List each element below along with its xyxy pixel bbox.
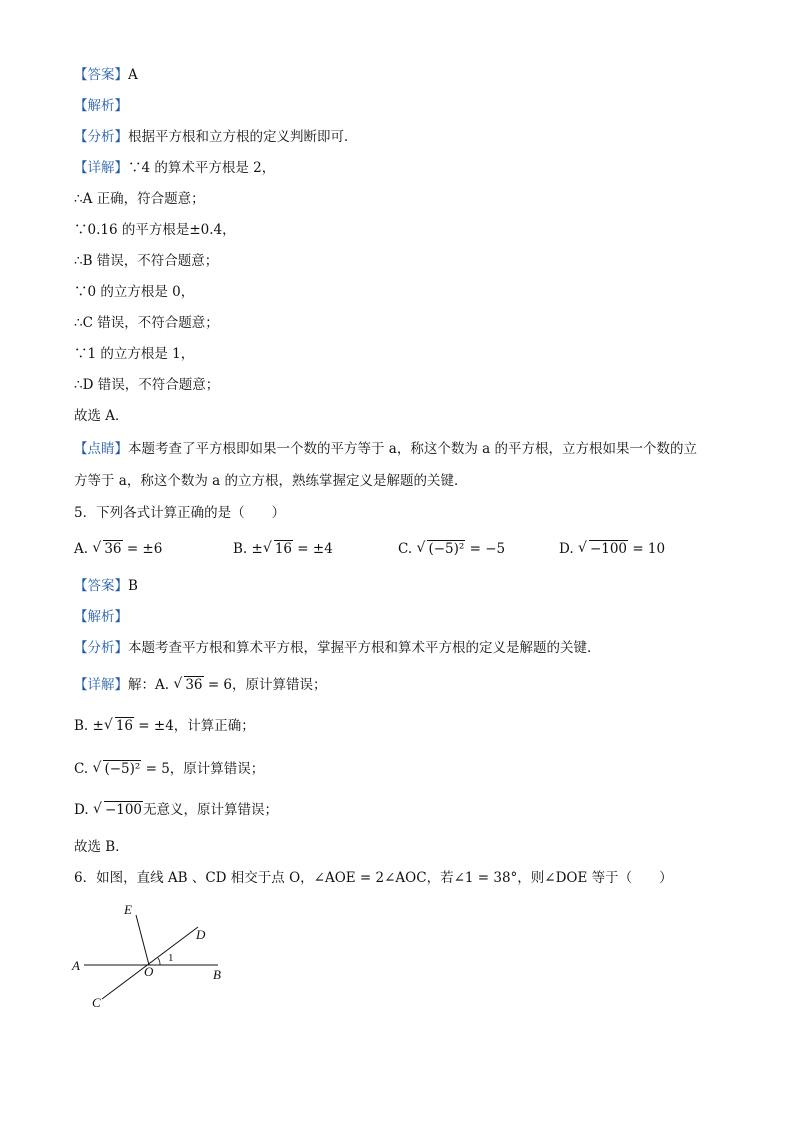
radicand: 16 [115,718,134,734]
q4-step: ∵0 的立方根是 0， [74,284,195,300]
radicand: 16 [274,541,293,557]
answer-value: B [128,578,138,594]
q4-fenxi-line [74,128,358,146]
option-rest: = ±4 [293,541,333,557]
radicand: −100 [589,541,628,557]
q5-analysis-tag: 【解析】 [74,609,128,625]
radicand: 36 [104,541,122,557]
answer-tag: 【答案】 [74,578,128,594]
xj-rest: = 5，原计算错误； [141,761,265,777]
dianjing-text: 本题考查了平方根即如果一个数的平方等于 a，称这个数为 a 的平方根，立方根如果一个数的立 [128,441,697,457]
fenxi-tag: 【分析】 [74,129,128,145]
xj-rest: = ±4，计算正确； [134,718,255,734]
fenxi-tag: 【分析】 [74,640,128,656]
q4-step: ∴C 错误，不符合题意； [74,315,219,331]
q5-xiangjie-c [74,760,264,778]
q5-option-a [74,540,162,558]
xj-rest: 无意义，原计算错误； [143,802,279,818]
q6-stem: 6．如图，直线 AB 、CD 相交于点 O，∠AOE = 2∠AOC，若∠1 = 38°，则∠DOE 等于（ ） [74,870,673,886]
label-a: A [72,958,80,973]
option-label: A. [74,541,89,557]
xiangjie-tag: 【详解】 [74,677,128,693]
sqrt-expression [263,540,293,558]
xj-rest: = 6，原计算错误； [203,677,327,693]
line-cd [102,927,198,999]
xj-prefix: 解：A. [128,677,174,693]
q5-fenxi-line [74,639,601,657]
option-rest: = ±6 [122,541,163,557]
label-o: O [144,964,154,979]
q4-dianjing-cont: 方等于 a，称这个数为 a 的立方根，熟练掌握定义是解题的关键． [74,473,468,489]
q5-option-b [233,540,333,558]
answer-tag: 【答案】 [74,67,128,83]
q4-answer-line [74,66,138,84]
xj-prefix: C. [74,761,93,777]
fenxi-text: 根据平方根和立方根的定义判断即可． [128,129,358,145]
option-rest: = 10 [628,541,666,557]
angle-1-arc [158,958,160,965]
q4-xiangjie-line [74,159,275,177]
option-label: B. [233,541,248,557]
fenxi-text: 本题考查平方根和算术平方根，掌握平方根和算术平方根的定义是解题的关键． [128,640,601,656]
q4-analysis-tag: 【解析】 [74,98,128,114]
sqrt-expression [578,540,628,558]
option-label: D. [559,541,574,557]
sqrt-expression [173,676,203,694]
label-b: B [213,967,221,982]
radicand: −100 [104,802,143,818]
ray-oe [136,915,149,965]
xj-prefix: B. ± [74,718,104,734]
q5-conclusion: 故选 B． [74,839,129,855]
q6-geometry-figure [70,895,240,1015]
radicand: (−5)² [428,541,465,557]
dianjing-tag: 【点睛】 [74,441,128,457]
plus-minus: ± [251,541,263,557]
sqrt-expression [416,540,465,558]
label-c: C [92,995,101,1010]
xj-prefix: D. [74,802,93,818]
label-angle-1: 1 [168,952,174,964]
answer-value: A [128,67,138,83]
option-rest: = −5 [465,541,506,557]
radicand: 36 [185,677,203,693]
xiangjie-text: ∵4 的算术平方根是 2， [128,160,276,176]
q5-xiangjie-b [74,717,255,735]
option-label: C. [398,541,413,557]
q5-xiangjie-d [74,801,278,819]
q5-stem: 5．下列各式计算正确的是（ ） [74,505,286,521]
q5-xiangjie-a [74,676,327,694]
q4-step: ∴A 正确，符合题意； [74,191,205,207]
label-d: D [196,927,206,942]
q4-conclusion: 故选 A． [74,408,129,424]
q4-step: ∵0.16 的平方根是±0.4， [74,222,236,238]
q5-option-c [398,540,505,558]
xiangjie-tag: 【详解】 [74,160,128,176]
radicand: (−5)² [104,761,141,777]
label-e: E [124,902,132,917]
q4-step: ∴D 错误，不符合题意； [74,377,220,393]
q4-step: ∴B 错误，不符合题意； [74,253,219,269]
q4-step: ∵1 的立方根是 1， [74,346,195,362]
q5-option-d [559,540,665,558]
sqrt-expression [104,717,134,735]
sqrt-expression [93,801,143,819]
sqrt-expression [92,760,141,778]
q5-answer-line [74,577,138,595]
q4-dianjing-line [74,440,697,458]
sqrt-expression [92,540,122,558]
